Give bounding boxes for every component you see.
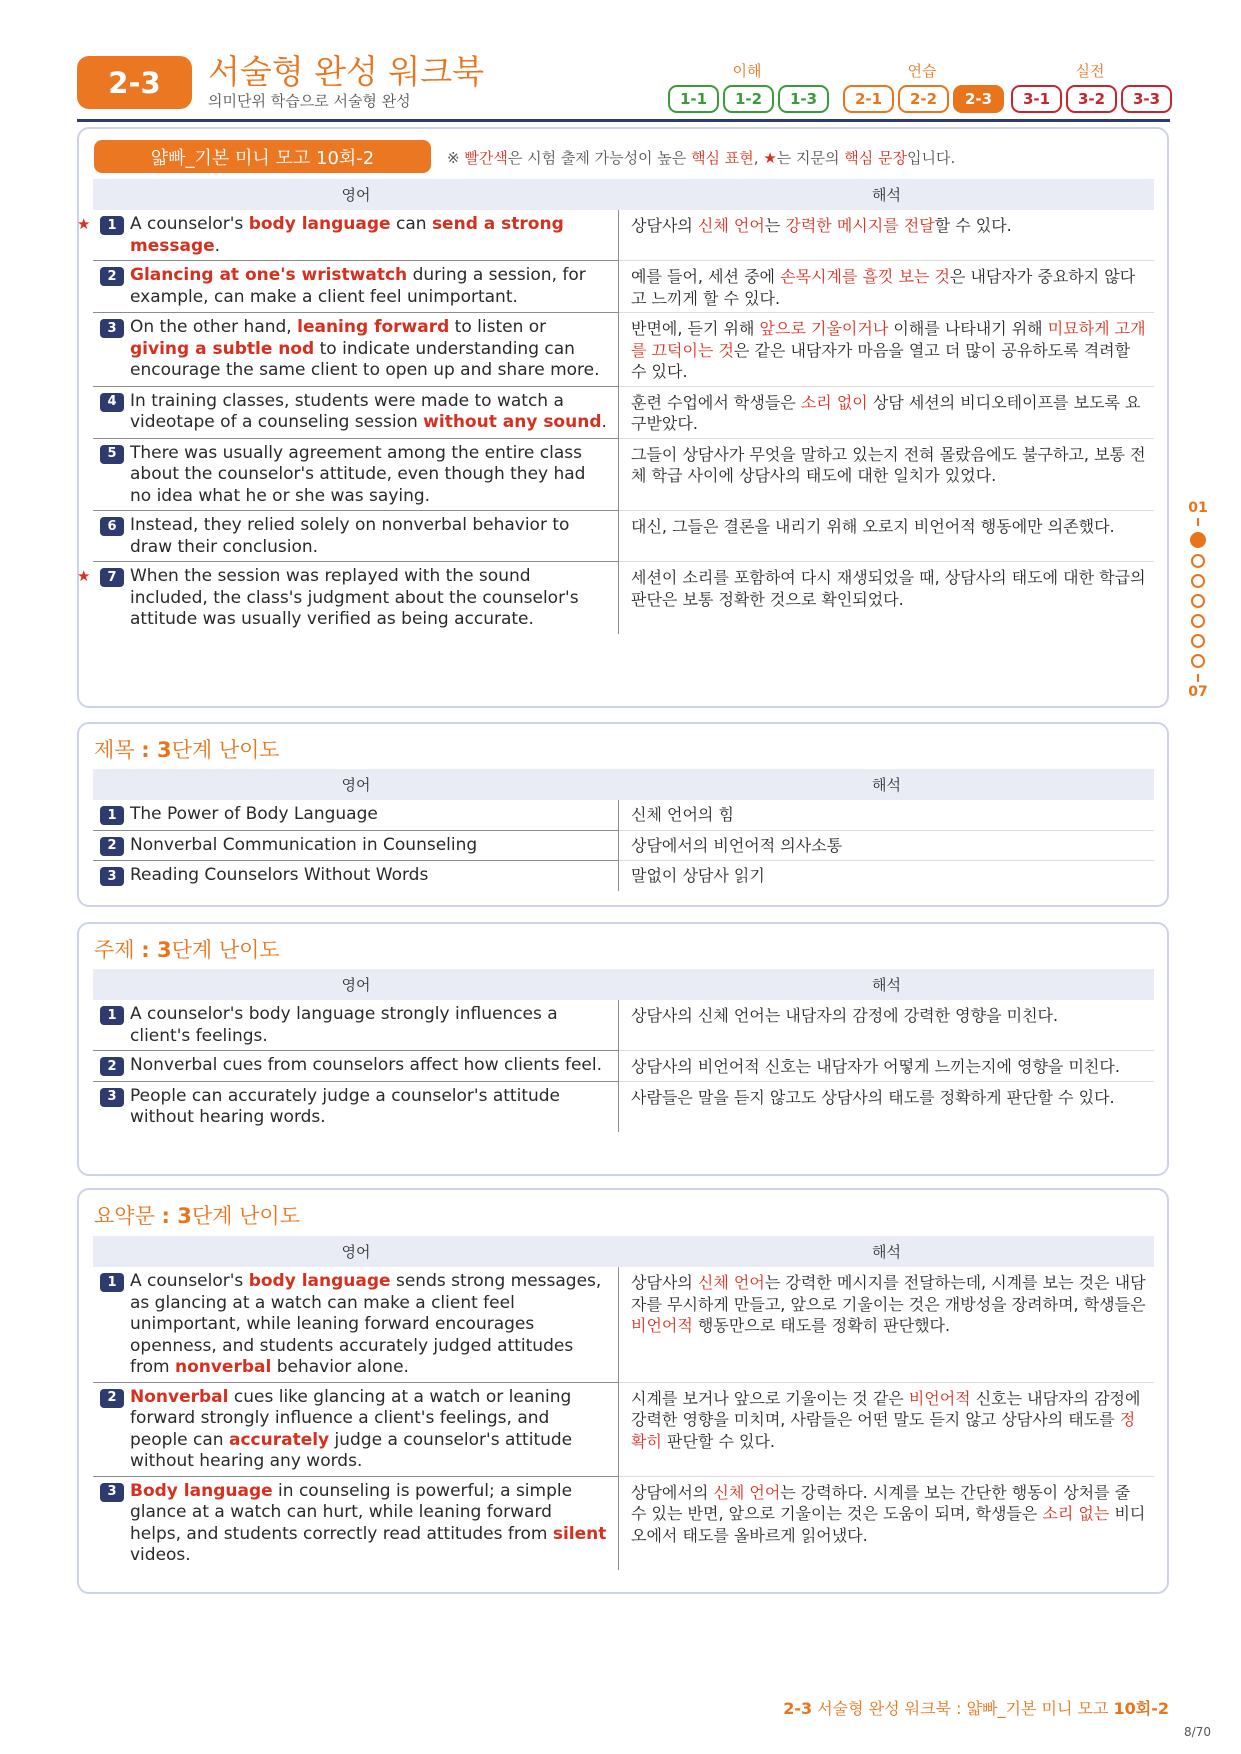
dot-icon[interactable] xyxy=(1191,554,1205,568)
english-cell xyxy=(93,1082,619,1132)
key-expression: 손목시계를 흘낏 보는 것 xyxy=(780,267,950,286)
title-section xyxy=(77,722,1169,907)
side-nav-line xyxy=(1197,518,1199,526)
english-cell xyxy=(77,562,619,634)
row-number-badge: 3 xyxy=(100,319,124,338)
english-cell xyxy=(93,261,619,313)
key-expression: 소리 없이 xyxy=(800,392,868,412)
korean-cell xyxy=(619,562,1154,634)
key-sentence-star-icon: ★ xyxy=(77,215,91,233)
table-row xyxy=(77,562,1154,634)
summary-section xyxy=(77,1188,1169,1594)
row-number-badge: 1 xyxy=(100,1273,124,1292)
korean-cell xyxy=(619,861,1154,891)
key-expression: 비언어적 xyxy=(908,1388,971,1408)
step-tab-3-3[interactable]: 3-3 xyxy=(1121,85,1172,113)
row-number-badge: 1 xyxy=(100,216,124,235)
text-segment: There was usually agreement among the entire class about the counselor's attitude, even though they had no idea what he or she was saying. xyxy=(130,442,586,506)
text-segment: Reading Counselors Without Words xyxy=(130,865,429,885)
row-number-badge: 1 xyxy=(100,1006,124,1025)
section-heading: 제목 : 3단계 난이도 xyxy=(94,738,280,762)
english-cell xyxy=(93,800,619,831)
side-nav-end: 07 xyxy=(1188,684,1208,700)
dot-icon[interactable] xyxy=(1191,614,1205,628)
section-heading: 주제 : 3단계 난이도 xyxy=(94,938,280,962)
key-expression: Body language xyxy=(130,1480,273,1501)
step-group-understand xyxy=(668,85,829,113)
dot-icon[interactable] xyxy=(1191,594,1205,608)
text-segment: 상담사의 신체 언어는 내담자의 감정에 강력한 영향을 미친다. xyxy=(631,1006,1059,1025)
table-header: 영어 해석 xyxy=(93,969,1154,1000)
table-row xyxy=(93,800,1154,831)
text-segment: A counselor's body language strongly influences a client's feelings. xyxy=(130,1004,558,1046)
legend-notice: ※ 빨간색은 시험 출제 가능성이 높은 핵심 표현, ★는 지문의 핵심 문장입니다. xyxy=(447,149,956,167)
dot-icon[interactable] xyxy=(1191,634,1205,648)
text-segment: 그들이 상담사가 무엇을 말하고 있는지 전혀 몰랐음에도 불구하고, 보통 전체 학급 사이에 상담사의 태도에 대한 일치가 있었다. xyxy=(631,444,1146,485)
english-cell xyxy=(93,511,619,562)
step-tab-2-2[interactable]: 2-2 xyxy=(898,85,949,113)
english-cell xyxy=(93,1477,619,1570)
text-segment: 상담에서의 xyxy=(631,1482,714,1502)
row-number-badge: 7 xyxy=(100,568,124,587)
table-row xyxy=(93,511,1154,562)
theme-table xyxy=(93,969,1154,1132)
key-expression: 소리 없는 xyxy=(1042,1504,1110,1523)
row-number-badge: 1 xyxy=(100,806,124,825)
group-label-real: 실전 xyxy=(1075,62,1105,80)
table-row xyxy=(93,313,1154,387)
text-segment: to listen or xyxy=(449,317,547,337)
english-cell xyxy=(93,861,619,891)
text-segment: 상담사의 xyxy=(631,1273,698,1292)
current-dot-icon[interactable] xyxy=(1190,532,1206,548)
key-expression: 비언어적 xyxy=(631,1316,693,1335)
step-tab-3-1[interactable]: 3-1 xyxy=(1011,85,1062,113)
text-segment: 판단할 수 있다. xyxy=(661,1431,776,1451)
step-tab-2-3-active[interactable]: 2-3 xyxy=(953,85,1004,113)
table-row xyxy=(93,861,1154,891)
text-segment: 는 xyxy=(764,216,786,235)
text-segment: 은 내담자가 중요하지 않다고 느끼게 할 수 있다. xyxy=(631,267,1136,308)
section-heading: 요약문 : 3단계 난이도 xyxy=(94,1204,300,1228)
header-divider xyxy=(77,119,1170,122)
korean-cell xyxy=(619,1051,1154,1082)
row-number-badge: 3 xyxy=(100,1483,124,1502)
text-segment: behavior alone. xyxy=(271,1357,409,1377)
table-row xyxy=(93,387,1154,439)
table-header: 영어 해석 xyxy=(93,1236,1154,1267)
korean-cell xyxy=(619,1082,1154,1132)
table-row xyxy=(93,1383,1154,1477)
text-segment: cues like glancing at a watch or leaning forward strongly influence a client's feelings, and people can xyxy=(130,1386,572,1450)
text-segment: judge a counselor's attitude without hearing any words. xyxy=(130,1429,573,1471)
group-label-understand: 이해 xyxy=(732,62,762,80)
key-expression: 신체 언어 xyxy=(713,1482,781,1502)
row-number-badge: 3 xyxy=(100,867,124,886)
text-segment: 말없이 상담사 읽기 xyxy=(631,866,765,885)
text-segment: videos. xyxy=(130,1545,191,1565)
text-segment: 신체 언어의 힘 xyxy=(631,805,734,824)
text-segment: 예를 들어, 세션 중에 xyxy=(631,267,781,286)
key-expression: 신체 언어 xyxy=(697,1273,765,1292)
key-sentence-star-icon: ★ xyxy=(77,567,91,585)
text-segment: 는 강력한 메시지를 전달하는데, 시계를 보는 것은 내담자를 무시하게 만들고, 앞으로 기울이는 것은 개방성을 장려하며, 학생들은 xyxy=(631,1273,1146,1314)
table-header: 영어 해석 xyxy=(93,179,1154,210)
key-expression: leaning forward xyxy=(297,317,450,337)
key-expression: 정확히 xyxy=(631,1410,1136,1451)
english-cell xyxy=(93,313,619,387)
test-banner: 얇빠_기본 미니 모고 10회-2 xyxy=(94,140,431,173)
row-number-badge: 2 xyxy=(100,1057,124,1076)
korean-cell xyxy=(619,511,1154,562)
row-number-badge: 2 xyxy=(100,837,124,856)
text-segment: 는 강력하다. 시계를 보는 간단한 행동이 상처를 줄 수 있는 반면, 앞으로 기울이는 것은 도움이 되며, 학생들은 xyxy=(631,1482,1131,1523)
key-expression: send a strong message xyxy=(130,214,564,256)
text-segment: 은 같은 내담자가 마음을 열고 더 많이 공유하도록 격려할 수 있다. xyxy=(631,340,1131,381)
row-number-badge: 6 xyxy=(100,517,124,536)
key-expression: without any sound xyxy=(423,412,602,432)
text-segment: On the other hand, xyxy=(130,317,298,337)
row-number-badge: 5 xyxy=(100,445,124,464)
key-expression: giving a subtle nod xyxy=(130,338,315,359)
key-expression: 신체 언어 xyxy=(697,216,765,235)
text-segment: 신호는 내담자의 감정에 강력한 영향을 미치며, 사람들은 어떤 말도 듣지 않고 상담사의 태도를 xyxy=(631,1388,1141,1429)
english-cell xyxy=(93,387,619,439)
dot-icon[interactable] xyxy=(1191,574,1205,588)
text-segment: 대신, 그들은 결론을 내리기 위해 오로지 비언어적 행동에만 의존했다. xyxy=(631,517,1115,536)
table-row xyxy=(93,1082,1154,1132)
text-segment: 이해를 나타내기 위해 xyxy=(888,319,1048,338)
text-segment: 행동만으로 태도를 정확히 판단했다. xyxy=(692,1316,951,1335)
text-segment: 세션이 소리를 포함하여 다시 재생되었을 때, 상담사의 태도에 대한 학급의 판단은 보통 정확한 것으로 확인되었다. xyxy=(631,568,1146,609)
text-segment: can xyxy=(390,214,432,234)
theme-section xyxy=(77,922,1169,1176)
english-cell xyxy=(93,831,619,862)
key-expression: body language xyxy=(248,214,391,234)
english-cell xyxy=(93,1051,619,1082)
text-segment: 시계를 보거나 앞으로 기울이는 것 같은 xyxy=(631,1388,909,1408)
progress-side-nav xyxy=(1183,500,1213,700)
korean-cell xyxy=(619,261,1154,313)
key-expression: accurately xyxy=(228,1429,330,1450)
key-expression: Nonverbal xyxy=(130,1386,229,1407)
text-segment: 사람들은 말을 듣지 않고도 상담사의 태도를 정확하게 판단할 수 있다. xyxy=(631,1087,1115,1107)
english-cell xyxy=(93,1383,619,1477)
side-nav-dots xyxy=(1183,532,1213,668)
korean-cell xyxy=(619,1000,1154,1051)
text-segment: 상담사의 xyxy=(631,216,698,235)
row-number-badge: 3 xyxy=(100,1088,124,1107)
passage-table xyxy=(77,179,1154,634)
side-nav-start: 01 xyxy=(1188,500,1208,516)
key-expression: nonverbal xyxy=(174,1357,272,1377)
page-title: 서술형 완성 워크북 xyxy=(208,52,485,91)
table-row xyxy=(93,831,1154,862)
text-segment: . xyxy=(214,235,221,256)
korean-cell xyxy=(619,439,1154,512)
korean-cell xyxy=(619,800,1154,831)
step-group-practice xyxy=(843,85,1004,113)
text-segment: 상담사의 비언어적 신호는 내담자가 어떻게 느끼는지에 영향을 미친다. xyxy=(631,1057,1120,1076)
text-segment: Nonverbal Communication in Counseling xyxy=(130,834,478,855)
dot-icon[interactable] xyxy=(1191,654,1205,668)
text-segment: When the session was replayed with the sound included, the class's judgment about the counselor's attitude was usually verified as being accurate. xyxy=(130,566,579,629)
title-table xyxy=(93,769,1154,891)
footer-caption: 2-3 서술형 완성 워크북 : 얇빠_기본 미니 모고 10회-2 xyxy=(783,1699,1169,1718)
row-number-badge: 4 xyxy=(100,393,124,412)
english-cell xyxy=(93,439,619,512)
korean-cell xyxy=(619,210,1154,261)
text-segment: A counselor's xyxy=(130,1271,249,1291)
table-row xyxy=(93,1267,1154,1383)
text-segment: A counselor's xyxy=(130,214,249,234)
text-segment: 훈련 수업에서 학생들은 xyxy=(631,392,801,412)
key-expression: body language xyxy=(248,1271,391,1291)
english-cell xyxy=(93,1000,619,1051)
step-tab-1-3[interactable]: 1-3 xyxy=(778,85,829,113)
text-segment: 할 수 있다. xyxy=(934,216,1012,235)
text-segment: to indicate understanding can encourage the same client to open up and share more. xyxy=(130,338,600,380)
passage-section xyxy=(77,127,1169,708)
key-expression: 미묘하게 고개를 끄덕이는 것 xyxy=(631,319,1146,360)
side-nav-line xyxy=(1197,674,1199,682)
key-expression: 강력한 메시지를 전달 xyxy=(785,216,935,235)
text-segment: Instead, they relied solely on nonverbal behavior to draw their conclusion. xyxy=(130,515,570,557)
step-group-real xyxy=(1011,85,1172,113)
table-row xyxy=(93,1051,1154,1082)
text-segment: sends strong messages, as glancing at a watch can make a client feel unimportant, while leaning forward encourages openness, and students accurately judged attitudes from xyxy=(130,1271,602,1377)
korean-cell xyxy=(619,1477,1154,1570)
step-tab-1-1[interactable]: 1-1 xyxy=(668,85,719,113)
korean-cell xyxy=(619,387,1154,439)
korean-cell xyxy=(619,1267,1154,1383)
text-segment: in counseling is powerful; a simple glance at a watch can hurt, while leaning forward helps, and students correctly read attitudes from xyxy=(130,1480,573,1544)
english-cell xyxy=(77,210,619,261)
text-segment: during a session, for example, can make a client feel unimportant. xyxy=(130,265,586,307)
table-row xyxy=(93,261,1154,313)
step-tab-2-1[interactable]: 2-1 xyxy=(843,85,894,113)
step-tab-3-2[interactable]: 3-2 xyxy=(1066,85,1117,113)
page-number: 8/70 xyxy=(1184,1725,1211,1739)
summary-table xyxy=(93,1236,1154,1570)
step-tab-1-2[interactable]: 1-2 xyxy=(723,85,774,113)
section-badge: 2-3 xyxy=(77,56,192,109)
table-header: 영어 해석 xyxy=(93,769,1154,800)
text-segment: Nonverbal cues from counselors affect how clients feel. xyxy=(130,1055,602,1075)
korean-cell xyxy=(619,313,1154,387)
text-segment: In training classes, students were made to watch a videotape of a counseling session xyxy=(130,390,564,432)
text-segment: . xyxy=(601,412,607,432)
group-label-practice: 연습 xyxy=(907,62,937,80)
key-expression: silent xyxy=(552,1523,607,1544)
table-row xyxy=(77,210,1154,261)
table-row xyxy=(93,1000,1154,1051)
row-number-badge: 2 xyxy=(100,267,124,286)
korean-cell xyxy=(619,1383,1154,1477)
korean-cell xyxy=(619,831,1154,862)
table-row xyxy=(93,439,1154,512)
text-segment: 비디오에서 태도를 올바르게 읽어냈다. xyxy=(631,1504,1146,1545)
text-segment: 상담에서의 비언어적 의사소통 xyxy=(631,835,843,855)
text-segment: The Power of Body Language xyxy=(130,804,378,824)
text-segment: 상담 세션의 비디오테이프를 보도록 요구받았다. xyxy=(631,392,1141,433)
key-expression: 앞으로 기울이거나 xyxy=(759,319,889,338)
page-subtitle: 의미단위 학습으로 서술형 완성 xyxy=(208,92,411,110)
text-segment: People can accurately judge a counselor's attitude without hearing words. xyxy=(130,1085,561,1127)
table-row xyxy=(93,1477,1154,1570)
key-expression: Glancing at one's wristwatch xyxy=(130,265,408,285)
text-segment: 반면에, 듣기 위해 xyxy=(631,319,760,338)
english-cell xyxy=(93,1267,619,1383)
row-number-badge: 2 xyxy=(100,1389,124,1408)
